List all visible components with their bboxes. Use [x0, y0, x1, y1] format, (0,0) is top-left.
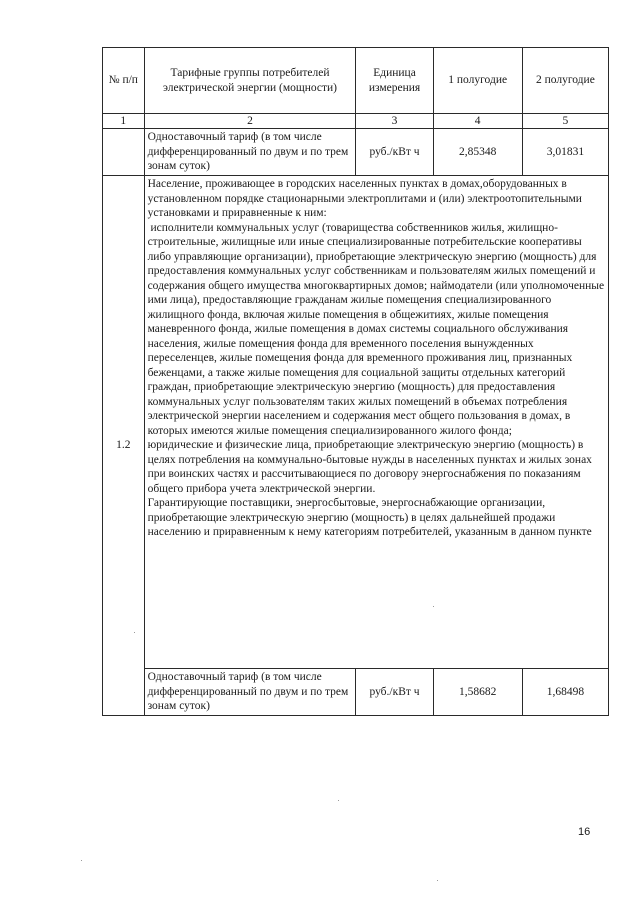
row-value-h1: 2,85348	[433, 129, 522, 176]
table-row	[103, 129, 609, 176]
section-paragraph: Гарантирующие поставщики, энергосбытовые, энергоснабжающие организации, приобретающие электрическую энергию (мощность) в целях дальнейшей продажи населению и приравненным к нему категориям потребителей, указанным в данном пункте	[147, 497, 592, 538]
column-number-row	[103, 114, 609, 129]
scan-speck	[134, 632, 135, 633]
header-num: № п/п	[103, 48, 145, 114]
page-number: 16	[578, 826, 591, 838]
scan-speck	[338, 800, 339, 801]
section-tariff-h2: 1,68498	[522, 669, 608, 716]
row-unit: руб./кВт ч	[356, 129, 433, 176]
tariff-table	[102, 47, 609, 716]
section-number: 1.2	[103, 176, 145, 716]
section-paragraph: юридические и физические лица, приобретающие электрическую энергию (мощность) в целях потребления на коммунально-бытовые нужды в населенных пунктах и жилых зонах при воинских частях и рассчитывающиеся по договору энергоснабжения по показаниям общего прибора учета электрической энергии.	[147, 439, 592, 495]
section-tariff-description: Одноставочный тариф (в том числе дифференцированный по двум и по трем зонам суток)	[144, 669, 356, 716]
row-description: Одноставочный тариф (в том числе дифференцированный по двум и по трем зонам суток)	[144, 129, 356, 176]
col-number: 1	[103, 114, 145, 129]
section-paragraph: Население, проживающее в городских населенных пунктах в домах,оборудованных в установленном порядке стационарными электроплитами и (или) электроотопительными установками и приравненные к ним:	[147, 178, 582, 219]
table-row	[103, 669, 609, 716]
col-number: 3	[356, 114, 433, 129]
scan-speck	[437, 880, 438, 881]
section-row	[103, 176, 609, 669]
scan-speck	[433, 606, 434, 607]
scan-speck	[81, 860, 82, 861]
row-value-h2: 3,01831	[522, 129, 608, 176]
header-row	[103, 48, 609, 114]
col-number: 5	[522, 114, 608, 129]
header-group: Тарифные группы потребителей электрической энергии (мощности)	[144, 48, 356, 114]
header-unit: Единица измерения	[356, 48, 433, 114]
col-number: 2	[144, 114, 356, 129]
row-num-empty	[103, 129, 145, 176]
section-paragraph: исполнители коммунальных услуг (товарищества собственников жилья, жилищно-строительные, жилищные или иные специализированные потребительские кооперативы либо управляющие организации), приобретающие электрическую энергию (мощность) для предоставления коммунальных услуг собственникам и пользователям жилых помещений и содержания общего имущества многоквартирных домов; наймодатели (или уполномоченные ими лица), предоставляющие гражданам жилые помещения специализированного жилищного фонда, включая жилые помещения в общежитиях, жилые помещения маневренного фонда, жилые помещения в домах системы социального обслуживания населения, жилые помещения фонда для временного поселения вынужденных переселенцев, жилые помещения фонда для временного проживания лиц, признанных беженцами, а также жилые помещения для социальной защиты отдельных категорий граждан, приобретающие электрическую энергию (мощность) для предоставления коммунальных услуг пользователям таких жилых помещений в объемах потребления электрической энергии населением и содержания мест общего пользования в домах, в которых имеются жилые помещения специализированного жилого фонда;	[147, 221, 607, 437]
section-description	[144, 176, 608, 669]
header-h1: 1 полугодие	[433, 48, 522, 114]
section-tariff-h1: 1,58682	[433, 669, 522, 716]
header-h2: 2 полугодие	[522, 48, 608, 114]
section-tariff-unit: руб./кВт ч	[356, 669, 433, 716]
col-number: 4	[433, 114, 522, 129]
